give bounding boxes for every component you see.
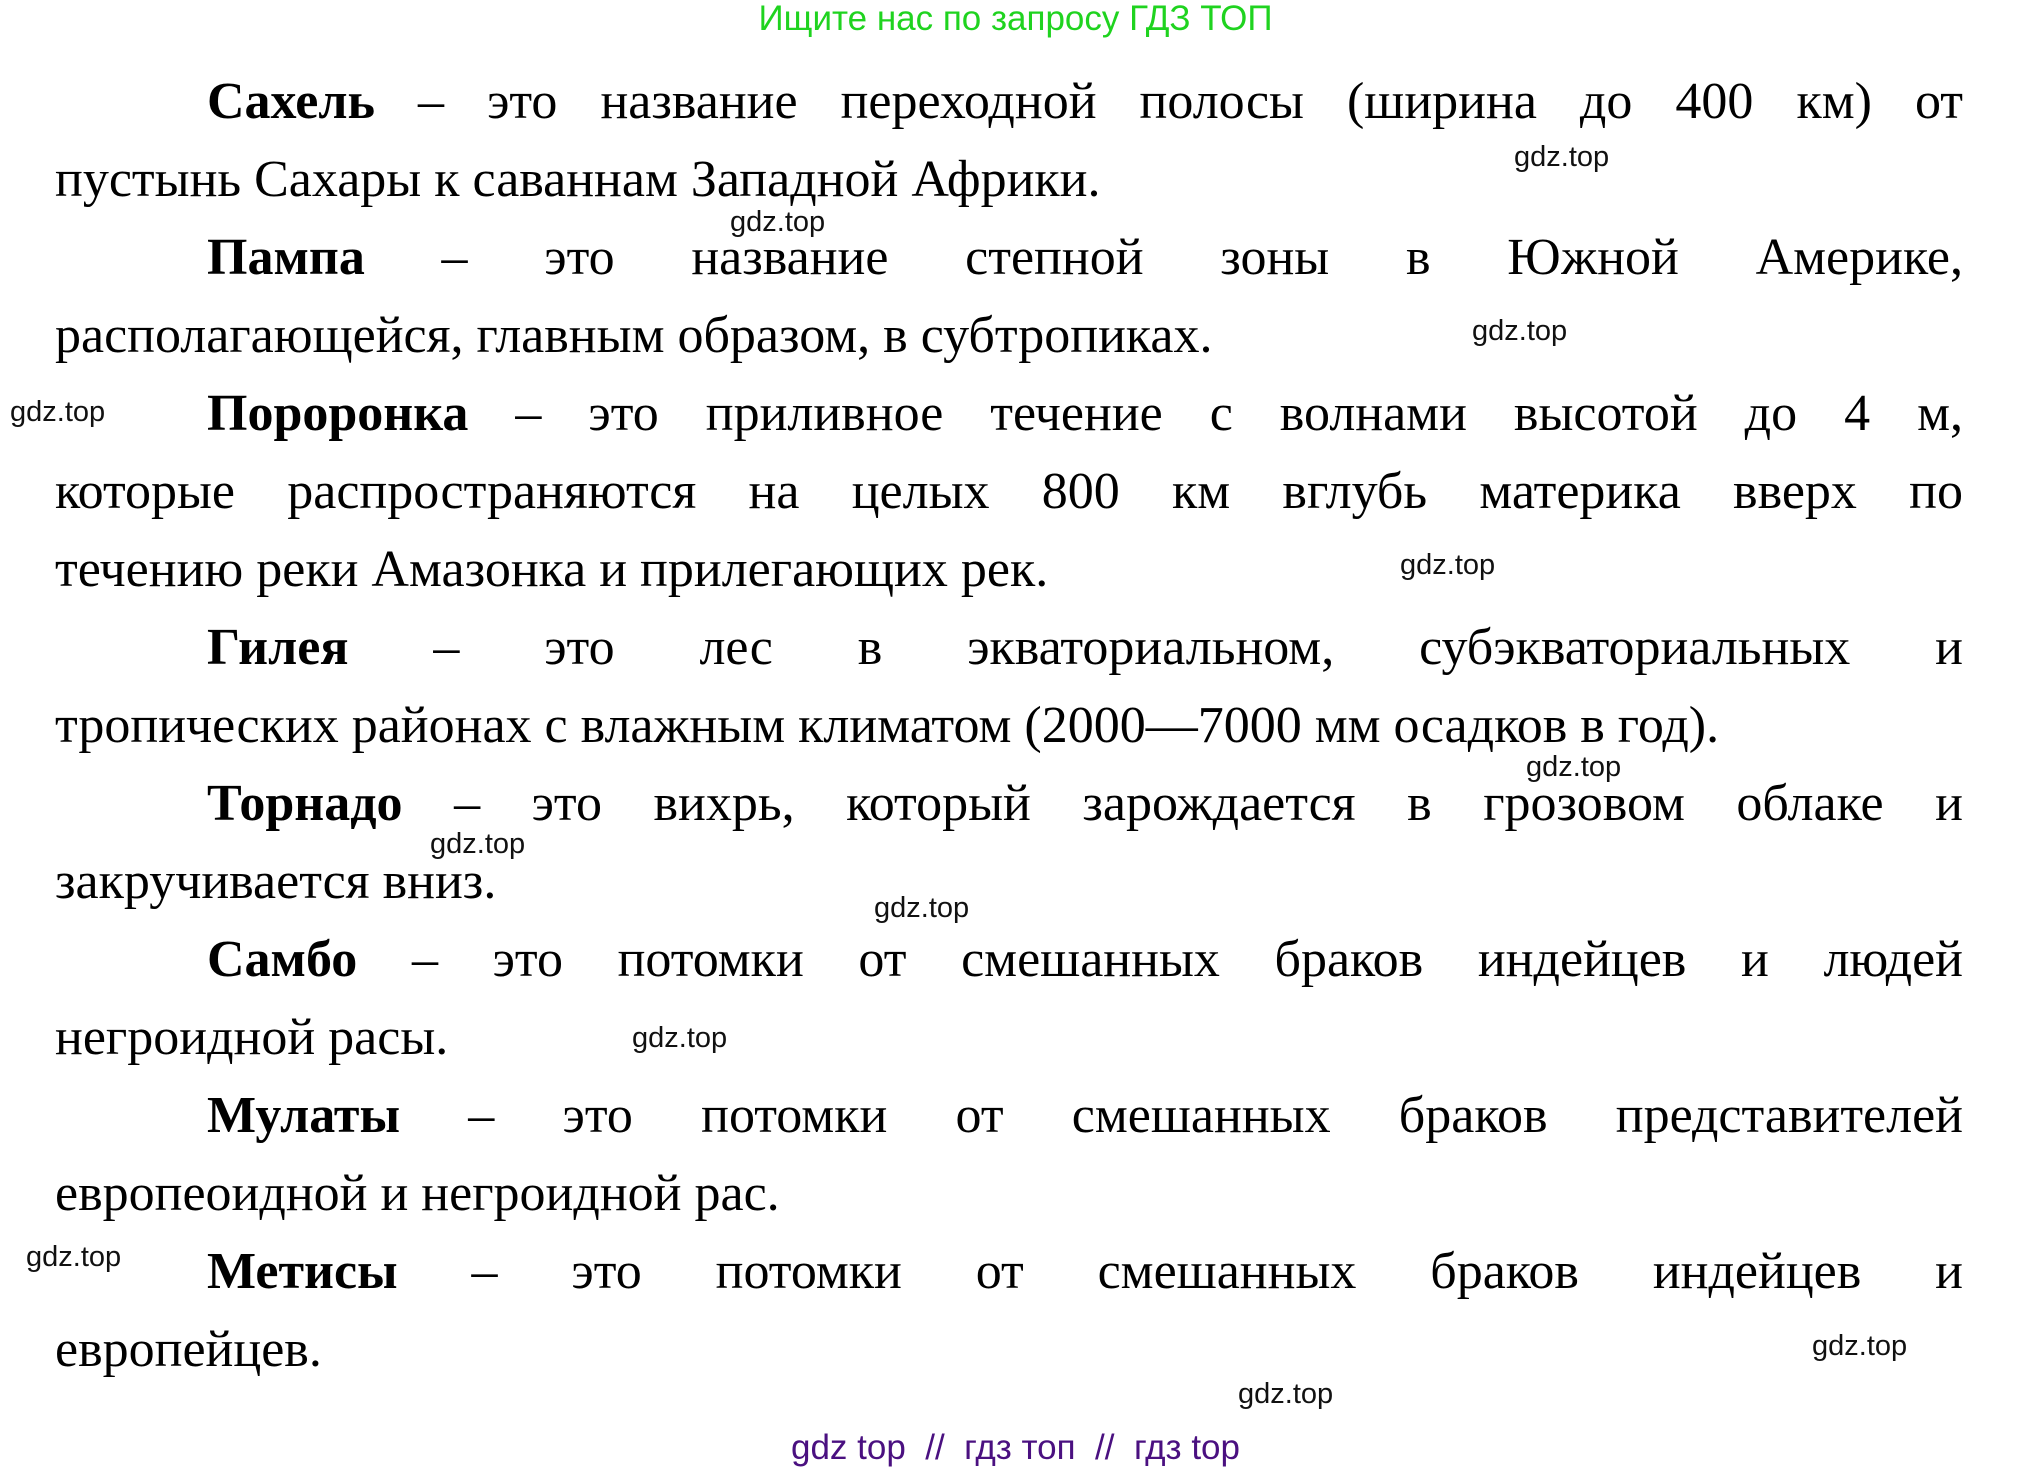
definition-line: – это название переходной полосы (ширина до 400 км) от bbox=[375, 73, 1963, 130]
watermark: gdz.top bbox=[874, 892, 970, 924]
watermark: gdz.top bbox=[730, 206, 826, 238]
definition-line: располагающейся, главным образом, в субтропиках. bbox=[55, 307, 1213, 364]
definition-line: европеоидной и негроидной рас. bbox=[55, 1165, 780, 1222]
definition-mulattoes bbox=[55, 1077, 1963, 1233]
watermark: gdz.top bbox=[1472, 315, 1568, 347]
watermark: gdz.top bbox=[1812, 1330, 1908, 1362]
definition-line: которые распространяются на целых 800 км вглубь материка вверх по bbox=[55, 463, 1963, 520]
watermark: gdz.top bbox=[10, 396, 106, 428]
definition-pampa bbox=[55, 219, 1963, 375]
definition-line: – это потомки от смешанных браков индейцев и людей bbox=[357, 931, 1963, 988]
definition-line: – это потомки от смешанных браков индейцев и bbox=[397, 1243, 1963, 1300]
footer-banner: gdz top // гдз топ // гдз top bbox=[791, 1428, 1240, 1467]
definition-line: европейцев. bbox=[55, 1321, 322, 1378]
definition-mestizos bbox=[55, 1233, 1963, 1389]
definition-line: пустынь Сахары к саваннам Западной Африки. bbox=[55, 151, 1101, 208]
watermark: gdz.top bbox=[1514, 141, 1610, 173]
definition-line: негроидной расы. bbox=[55, 1009, 449, 1066]
definition-sahel bbox=[55, 63, 1963, 219]
term: Самбо bbox=[207, 931, 358, 988]
watermark: gdz.top bbox=[430, 828, 526, 860]
definition-line: – это лес в экваториальном, субэкваториальных и bbox=[348, 619, 1963, 676]
definition-sambo bbox=[55, 921, 1963, 1077]
definition-line: тропических районах с влажным климатом (2000—7000 мм осадков в год). bbox=[55, 697, 1720, 754]
term: Сахель bbox=[207, 73, 376, 130]
definition-line: – это потомки от смешанных браков представителей bbox=[400, 1087, 1963, 1144]
term: Мулаты bbox=[207, 1087, 401, 1144]
definition-tornado bbox=[55, 765, 1963, 921]
term: Торнадо bbox=[207, 775, 403, 832]
watermark: gdz.top bbox=[26, 1241, 122, 1273]
term: Пороронка bbox=[207, 385, 469, 442]
search-hint-banner: Ищите нас по запросу ГДЗ ТОП bbox=[758, 0, 1273, 38]
term: Гилея bbox=[207, 619, 349, 676]
definition-pororoca bbox=[55, 375, 1963, 609]
watermark: gdz.top bbox=[1238, 1378, 1334, 1410]
watermark: gdz.top bbox=[632, 1022, 728, 1054]
watermark: gdz.top bbox=[1526, 751, 1622, 783]
definition-line: течению реки Амазонка и прилегающих рек. bbox=[55, 541, 1049, 598]
term: Пампа bbox=[207, 229, 365, 286]
definitions-text bbox=[55, 63, 1963, 1389]
term: Метисы bbox=[207, 1243, 398, 1300]
definition-line: закручивается вниз. bbox=[55, 853, 497, 910]
definition-line: – это название степной зоны в Южной Америке, bbox=[364, 229, 1963, 286]
watermark: gdz.top bbox=[1400, 549, 1496, 581]
definition-hylaea bbox=[55, 609, 1963, 765]
definition-line: – это приливное течение с волнами высотой до 4 м, bbox=[468, 385, 1963, 442]
definition-line: – это вихрь, который зарождается в грозовом облаке и bbox=[402, 775, 1963, 832]
